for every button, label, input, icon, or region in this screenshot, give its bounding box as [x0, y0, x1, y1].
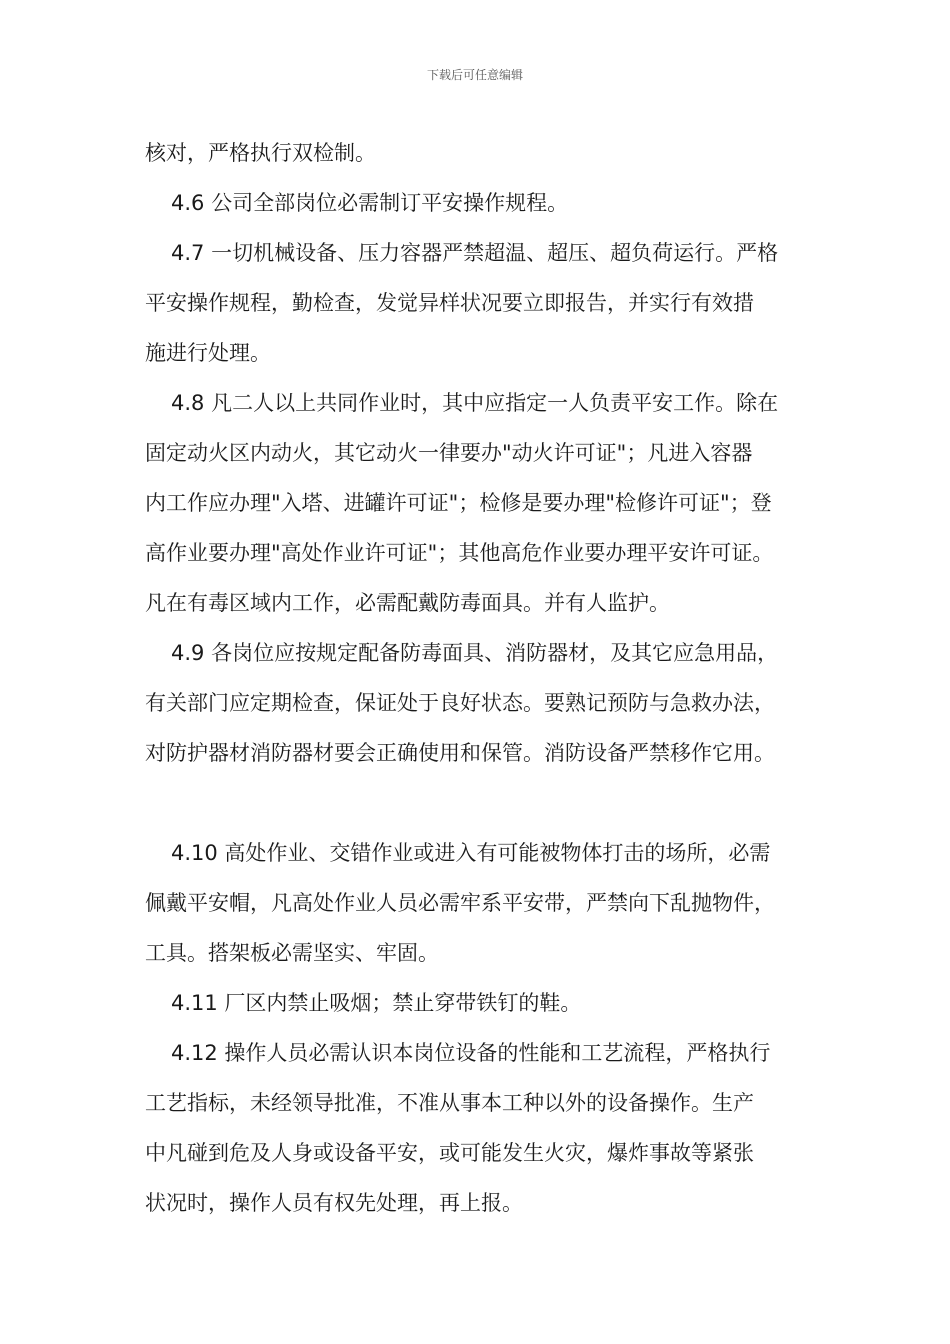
paragraph-line: 中凡碰到危及人身或设备平安，或可能发生火灾，爆炸事故等紧张	[145, 1141, 754, 1165]
paragraph-line: 平安操作规程，勤检查，发觉异样状况要立即报告，并实行有效措	[145, 291, 754, 315]
paragraph-line: 状况时，操作人员有权先处理，再上报。	[145, 1191, 523, 1215]
page-header: 下载后可任意编辑	[426, 68, 523, 82]
clause-4-9: 4.9 各岗位应按规定配备防毒面具、消防器材，及其它应急用品，	[171, 641, 779, 665]
clause-4-8: 4.8 凡二人以上共同作业时，其中应指定一人负责平安工作。除在	[171, 391, 779, 415]
clause-4-11: 4.11 厂区内禁止吸烟；禁止穿带铁钉的鞋。	[171, 991, 582, 1015]
paragraph-line: 有关部门应定期检查，保证处于良好状态。要熟记预防与急救办法，	[145, 691, 775, 715]
document-body	[145, 128, 825, 1228]
paragraph-line: 工具。搭架板必需坚实、牢固。	[145, 941, 439, 965]
paragraph-line: 施进行处理。	[145, 341, 271, 365]
clause-4-12: 4.12 操作人员必需认识本岗位设备的性能和工艺流程，严格执行	[171, 1041, 771, 1065]
blank-line	[145, 778, 825, 828]
clause-4-7: 4.7 一切机械设备、压力容器严禁超温、超压、超负荷运行。严格	[171, 241, 779, 265]
paragraph-line: 内工作应办理"入塔、进罐许可证"；检修是要办理"检修许可证"；登	[145, 491, 772, 515]
paragraph-line: 核对，严格执行双检制。	[145, 141, 376, 165]
clause-4-6: 4.6 公司全部岗位必需制订平安操作规程。	[171, 191, 569, 215]
paragraph-line: 凡在有毒区域内工作，必需配戴防毒面具。并有人监护。	[145, 591, 670, 615]
paragraph-line: 固定动火区内动火，其它动火一律要办"动火许可证"；凡进入容器	[145, 441, 753, 465]
paragraph-line: 对防护器材消防器材要会正确使用和保管。消防设备严禁移作它用。	[145, 741, 775, 765]
clause-4-10: 4.10 高处作业、交错作业或进入有可能被物体打击的场所，必需	[171, 841, 771, 865]
paragraph-line: 高作业要办理"高处作业许可证"；其他高危作业要办理平安许可证。	[145, 541, 774, 565]
paragraph-line: 佩戴平安帽，凡高处作业人员必需牢系平安带，严禁向下乱抛物件，	[145, 891, 775, 915]
paragraph-line: 工艺指标，未经领导批准，不准从事本工种以外的设备操作。生产	[145, 1091, 754, 1115]
